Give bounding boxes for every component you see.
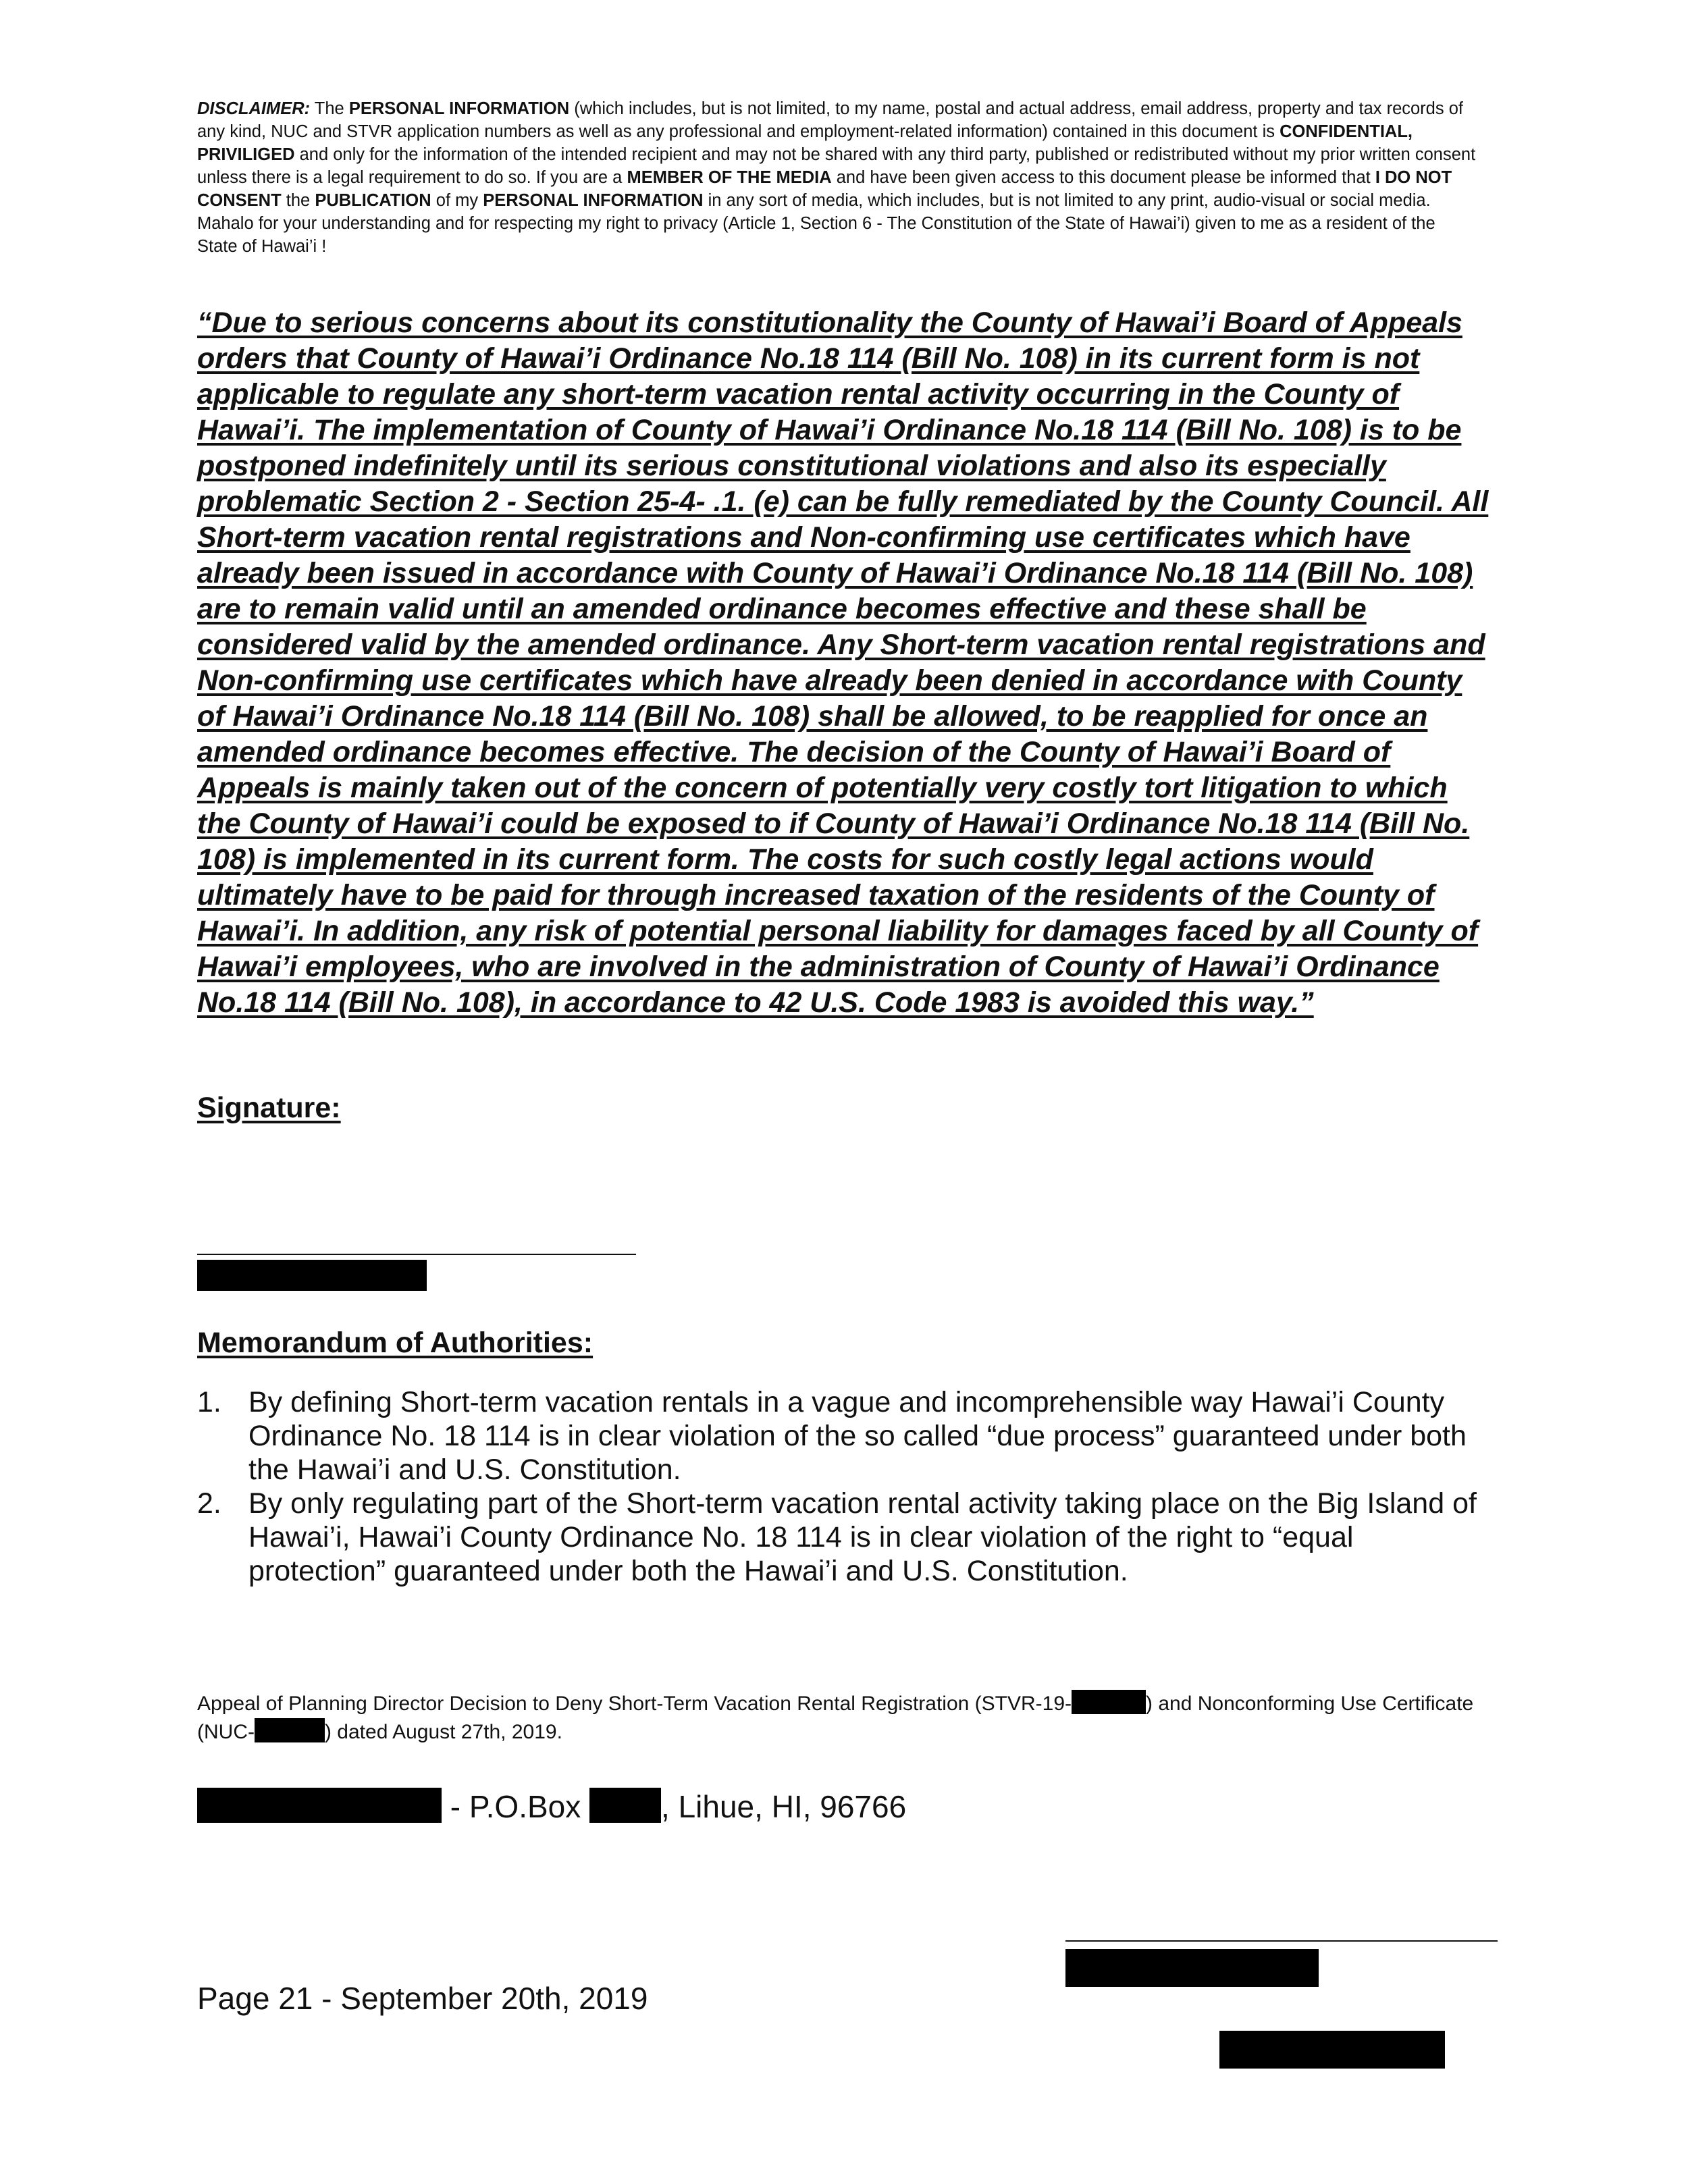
appeal-text: ) dated August 27th, 2019. — [324, 1721, 562, 1743]
disclaimer-bold: PUBLICATION — [315, 191, 431, 210]
appeal-reference — [197, 1690, 1500, 1747]
disclaimer-mahalo: Mahalo for your understanding and for respecting my right to privacy (Article 1, Section 6 - The Constitution of the State of Hawai’i) given to me as a resident of the State of Hawai’i ! — [197, 214, 1435, 256]
signature-line — [1065, 1940, 1498, 1942]
disclaimer-text: (which includes, but is not limited, to my name, postal and actual address, email address, property and tax records of any kind, NUC and STVR application numbers as well as any professional and employment-related information) contained in this document is — [197, 99, 1463, 141]
redacted-stamp — [1219, 2031, 1445, 2069]
signature-heading: Signature: — [197, 1092, 341, 1124]
disclaimer-bold: PERSONAL INFORMATION — [348, 99, 570, 118]
disclaimer-bold: CONFIDENTIAL, PRIVILIGED — [197, 122, 1413, 164]
disclaimer-bold: PERSONAL INFORMATION — [483, 191, 704, 210]
redacted-nuc-number — [255, 1718, 325, 1742]
memorandum-list — [197, 1385, 1480, 1588]
list-item-number: 1. — [197, 1386, 221, 1418]
list-item-text: By only regulating part of the Short-term vacation rental activity taking place on the Big Island of Hawai’i, Hawai’i County Ordinance No. 18 114 is in clear violation of the right to “equal protection” guaranteed under both the Hawai’i and U.S. Constitution. — [248, 1487, 1477, 1587]
disclaimer-text: in any sort of media, which includes, but is not limited to any print, audio-visual or social media. — [703, 191, 1431, 210]
disclaimer-text: The — [310, 99, 349, 118]
disclaimer-text: of my — [431, 191, 483, 210]
page-footer: Page 21 - September 20th, 2019 — [197, 1981, 648, 2016]
list-item-text: By defining Short-term vacation rentals in a vague and incomprehensible way Hawai’i County Ordinance No. 18 114 is in clear violation of the so called “due process” guaranteed under both the Hawai’i and U.S. Constitution. — [248, 1386, 1467, 1486]
redacted-po-box — [589, 1788, 661, 1823]
address-text: , Lihue, HI, 96766 — [661, 1789, 907, 1824]
redacted-stvr-number — [1072, 1690, 1146, 1714]
list-item-number: 2. — [197, 1487, 221, 1520]
disclaimer-text: and have been given access to this document please be informed that — [831, 168, 1375, 187]
disclaimer-bold: I DO NOT CONSENT — [197, 168, 1452, 210]
disclaimer-lead: DISCLAIMER: — [197, 99, 311, 118]
address-line — [197, 1788, 906, 1826]
disclaimer-body — [197, 97, 1480, 212]
memorandum-heading: Memorandum of Authorities: — [197, 1327, 594, 1359]
list-item — [197, 1385, 1480, 1487]
appeal-text: Appeal of Planning Director Decision to Deny Short-Term Vacation Rental Registration (STVR-19- — [197, 1693, 1072, 1715]
disclaimer-paragraph — [197, 97, 1480, 258]
list-item — [197, 1487, 1480, 1588]
redacted-name — [197, 1260, 427, 1291]
signature-line — [197, 1254, 636, 1255]
address-text: - P.O.Box — [442, 1789, 590, 1824]
redacted-signature — [1065, 1949, 1319, 1987]
appeal-text: ) and Nonconforming Use Certificate (NUC- — [197, 1693, 1474, 1743]
proposed-order-quote: “Due to serious concerns about its constitutionality the County of Hawai’i Board of Appeals orders that County of Hawai’i Ordinance No.18 114 (Bill No. 108) in its current form is not applicable to regulate any short-term vacation rental activity occurring in the County of Hawai’i. The implementation of County of Hawai’i Ordinance No.18 114 (Bill No. 108) is to be postponed indefinitely until its serious constitutional violations and also its especially problematic Section 2 - Section 25-4- .1. (e) can be fully remediated by the County Council. All Short-term vacation rental registrations and Non-confirming use certificates which have already been issued in accordance with County of Hawai’i Ordinance No.18 114 (Bill No. 108) are to remain valid until an amended ordinance becomes effective and these shall be considered valid by the amended ordinance. Any Short-term vacation rental registrations and Non-confirming use certificates which have already been denied in accordance with County of Hawai’i Ordinance No.18 114 (Bill No. 108) shall be allowed, to be reapplied for once an amended ordinance becomes effective. The decision of the County of Hawai’i Board of Appeals is mainly taken out of the concern of potentially very costly tort litigation to which the County of Hawai’i could be exposed to if County of Hawai’i Ordinance No.18 114 (Bill No. 108) is implemented in its current form. The costs for such costly legal actions would ultimately have to be paid for through increased taxation of the residents of the County of Hawai’i. In addition, any risk of potential personal liability for damages faced by all County of Hawai’i employees, who are involved in the administration of County of Hawai’i Ordinance No.18 114 (Bill No. 108), in accordance to 42 U.S. Code 1983 is avoided this way.” — [197, 307, 1489, 1019]
redacted-sender-name — [197, 1788, 442, 1823]
disclaimer-text: and only for the information of the intended recipient and may not be shared with any third party, published or redistributed without my prior written consent unless there is a legal requirement to do so. If you are a — [197, 145, 1476, 187]
disclaimer-text: the — [281, 191, 315, 210]
disclaimer-bold: MEMBER OF THE MEDIA — [627, 168, 832, 187]
